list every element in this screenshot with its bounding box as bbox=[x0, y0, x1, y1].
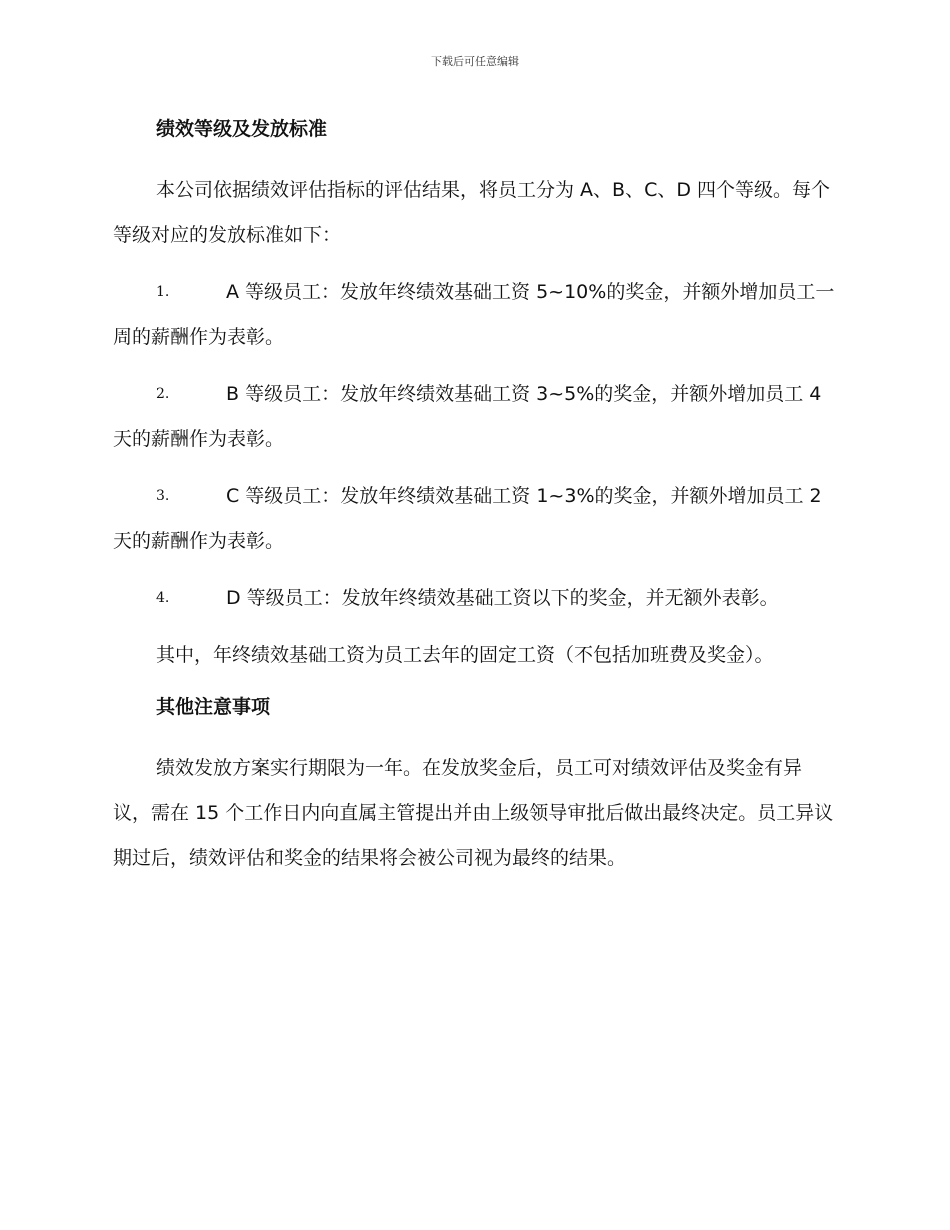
page-header-note: 下载后可任意编辑 bbox=[431, 55, 519, 68]
grade-item-number: 2. bbox=[156, 386, 170, 402]
grades-note: 其中，年终绩效基础工资为员工去年的固定工资（不包括加班费及奖金）。 bbox=[156, 644, 774, 666]
other-body: 绩效发放方案实行期限为一年。在发放奖金后，员工可对绩效评估及奖金有异议，需在 15 个工作日内向直属主管提出并由上级领导审批后做出最终决定。员工异议期过后，绩效评估和奖金的结果将会被公司视为最终的结果。 bbox=[113, 757, 834, 869]
grade-item-a bbox=[113, 270, 838, 360]
grade-item-text: D 等级员工：发放年终绩效基础工资以下的奖金，并无额外表彰。 bbox=[226, 587, 779, 609]
section-title-other: 其他注意事项 bbox=[156, 696, 271, 718]
grade-item-text: B 等级员工：发放年终绩效基础工资 3~5%的奖金，并额外增加员工 4 天的薪酬作为表彰。 bbox=[113, 383, 822, 450]
grade-item-text: C 等级员工：发放年终绩效基础工资 1~3%的奖金，并额外增加员工 2 天的薪酬作为表彰。 bbox=[113, 485, 822, 552]
grade-item-text: A 等级员工：发放年终绩效基础工资 5~10%的奖金，并额外增加员工一周的薪酬作为表彰。 bbox=[113, 281, 835, 348]
grades-intro: 本公司依据绩效评估指标的评估结果，将员工分为 A、B、C、D 四个等级。每个等级对应的发放标准如下： bbox=[113, 179, 831, 246]
grade-item-number: 3. bbox=[156, 488, 170, 504]
document-body bbox=[113, 112, 838, 881]
grade-item-number: 1. bbox=[156, 284, 170, 300]
grade-item-number: 4. bbox=[156, 590, 170, 606]
grade-item-c bbox=[113, 474, 838, 564]
section-title-grades: 绩效等级及发放标准 bbox=[156, 118, 328, 140]
grade-item-b bbox=[113, 372, 838, 462]
grade-item-d bbox=[113, 576, 838, 621]
